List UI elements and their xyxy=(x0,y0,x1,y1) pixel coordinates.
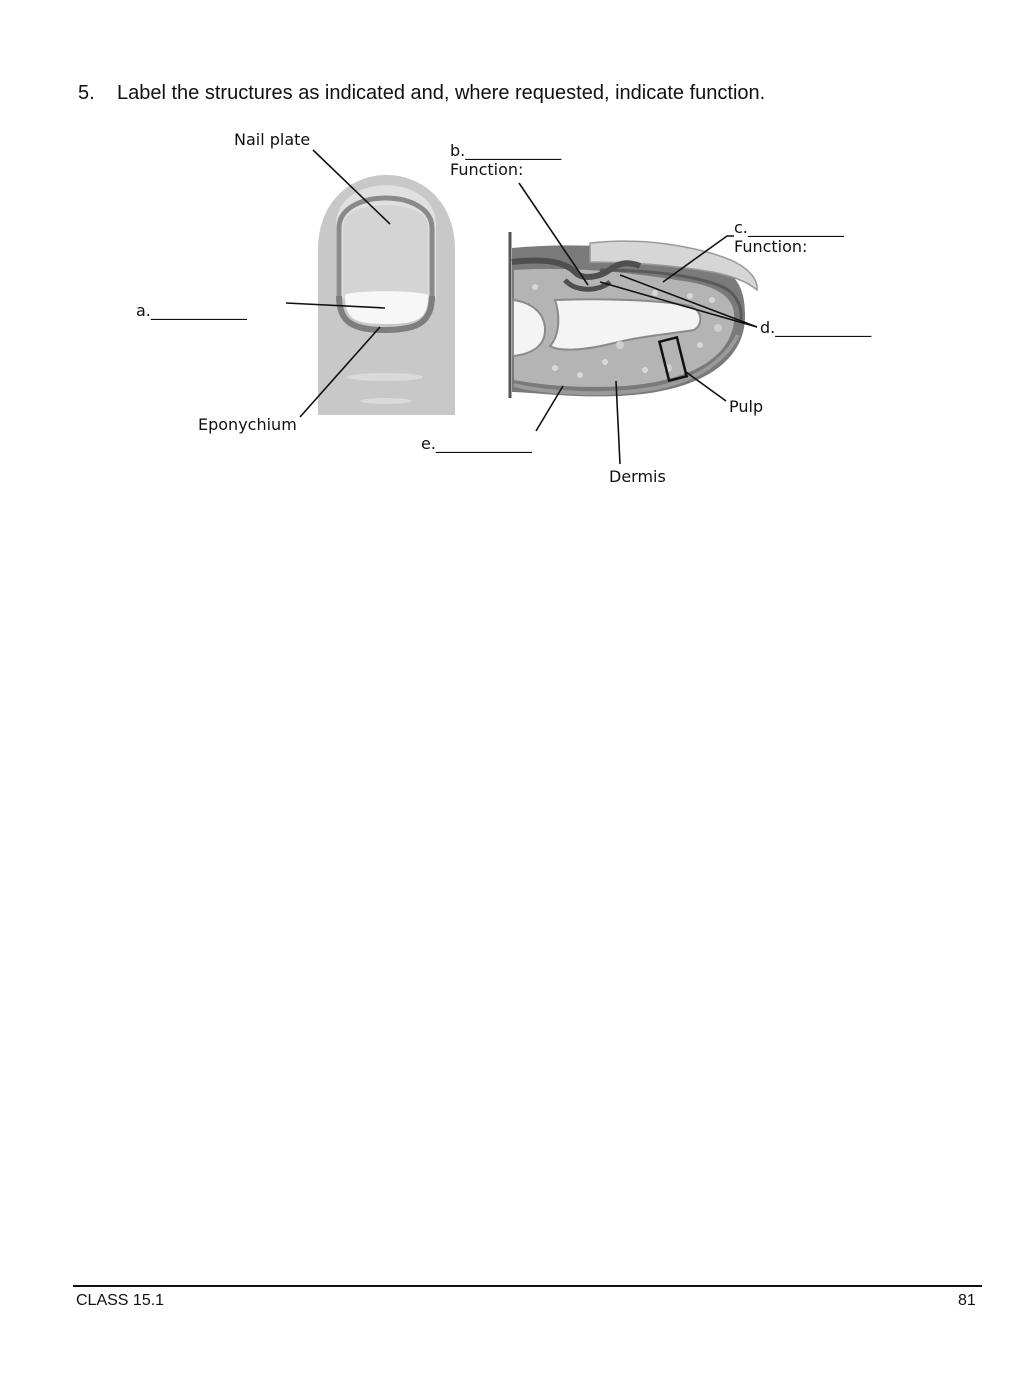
label-d-blank: d.____________ xyxy=(760,318,872,337)
label-pulp: Pulp xyxy=(729,397,764,416)
label-b-blank: b.____________ xyxy=(450,141,562,160)
label-b-function: Function: xyxy=(450,160,524,179)
leader-pulp xyxy=(686,372,726,401)
label-a-blank: a.____________ xyxy=(136,301,247,320)
footer-divider xyxy=(73,1285,982,1287)
label-dermis: Dermis xyxy=(609,467,666,486)
label-c-function: Function: xyxy=(734,237,808,256)
footer-class: CLASS 15.1 xyxy=(76,1292,165,1309)
label-c-blank: c.____________ xyxy=(734,218,844,237)
finger-section-view xyxy=(510,232,757,398)
question-number: 5. xyxy=(78,82,95,104)
label-e-blank: e.____________ xyxy=(421,434,532,453)
label-nail-plate: Nail plate xyxy=(234,130,311,149)
question-text: Label the structures as indicated and, where requested, indicate function. xyxy=(117,82,766,104)
finger-top-view xyxy=(318,175,455,415)
label-eponychium: Eponychium xyxy=(198,415,297,434)
page-number: 81 xyxy=(958,1292,976,1309)
